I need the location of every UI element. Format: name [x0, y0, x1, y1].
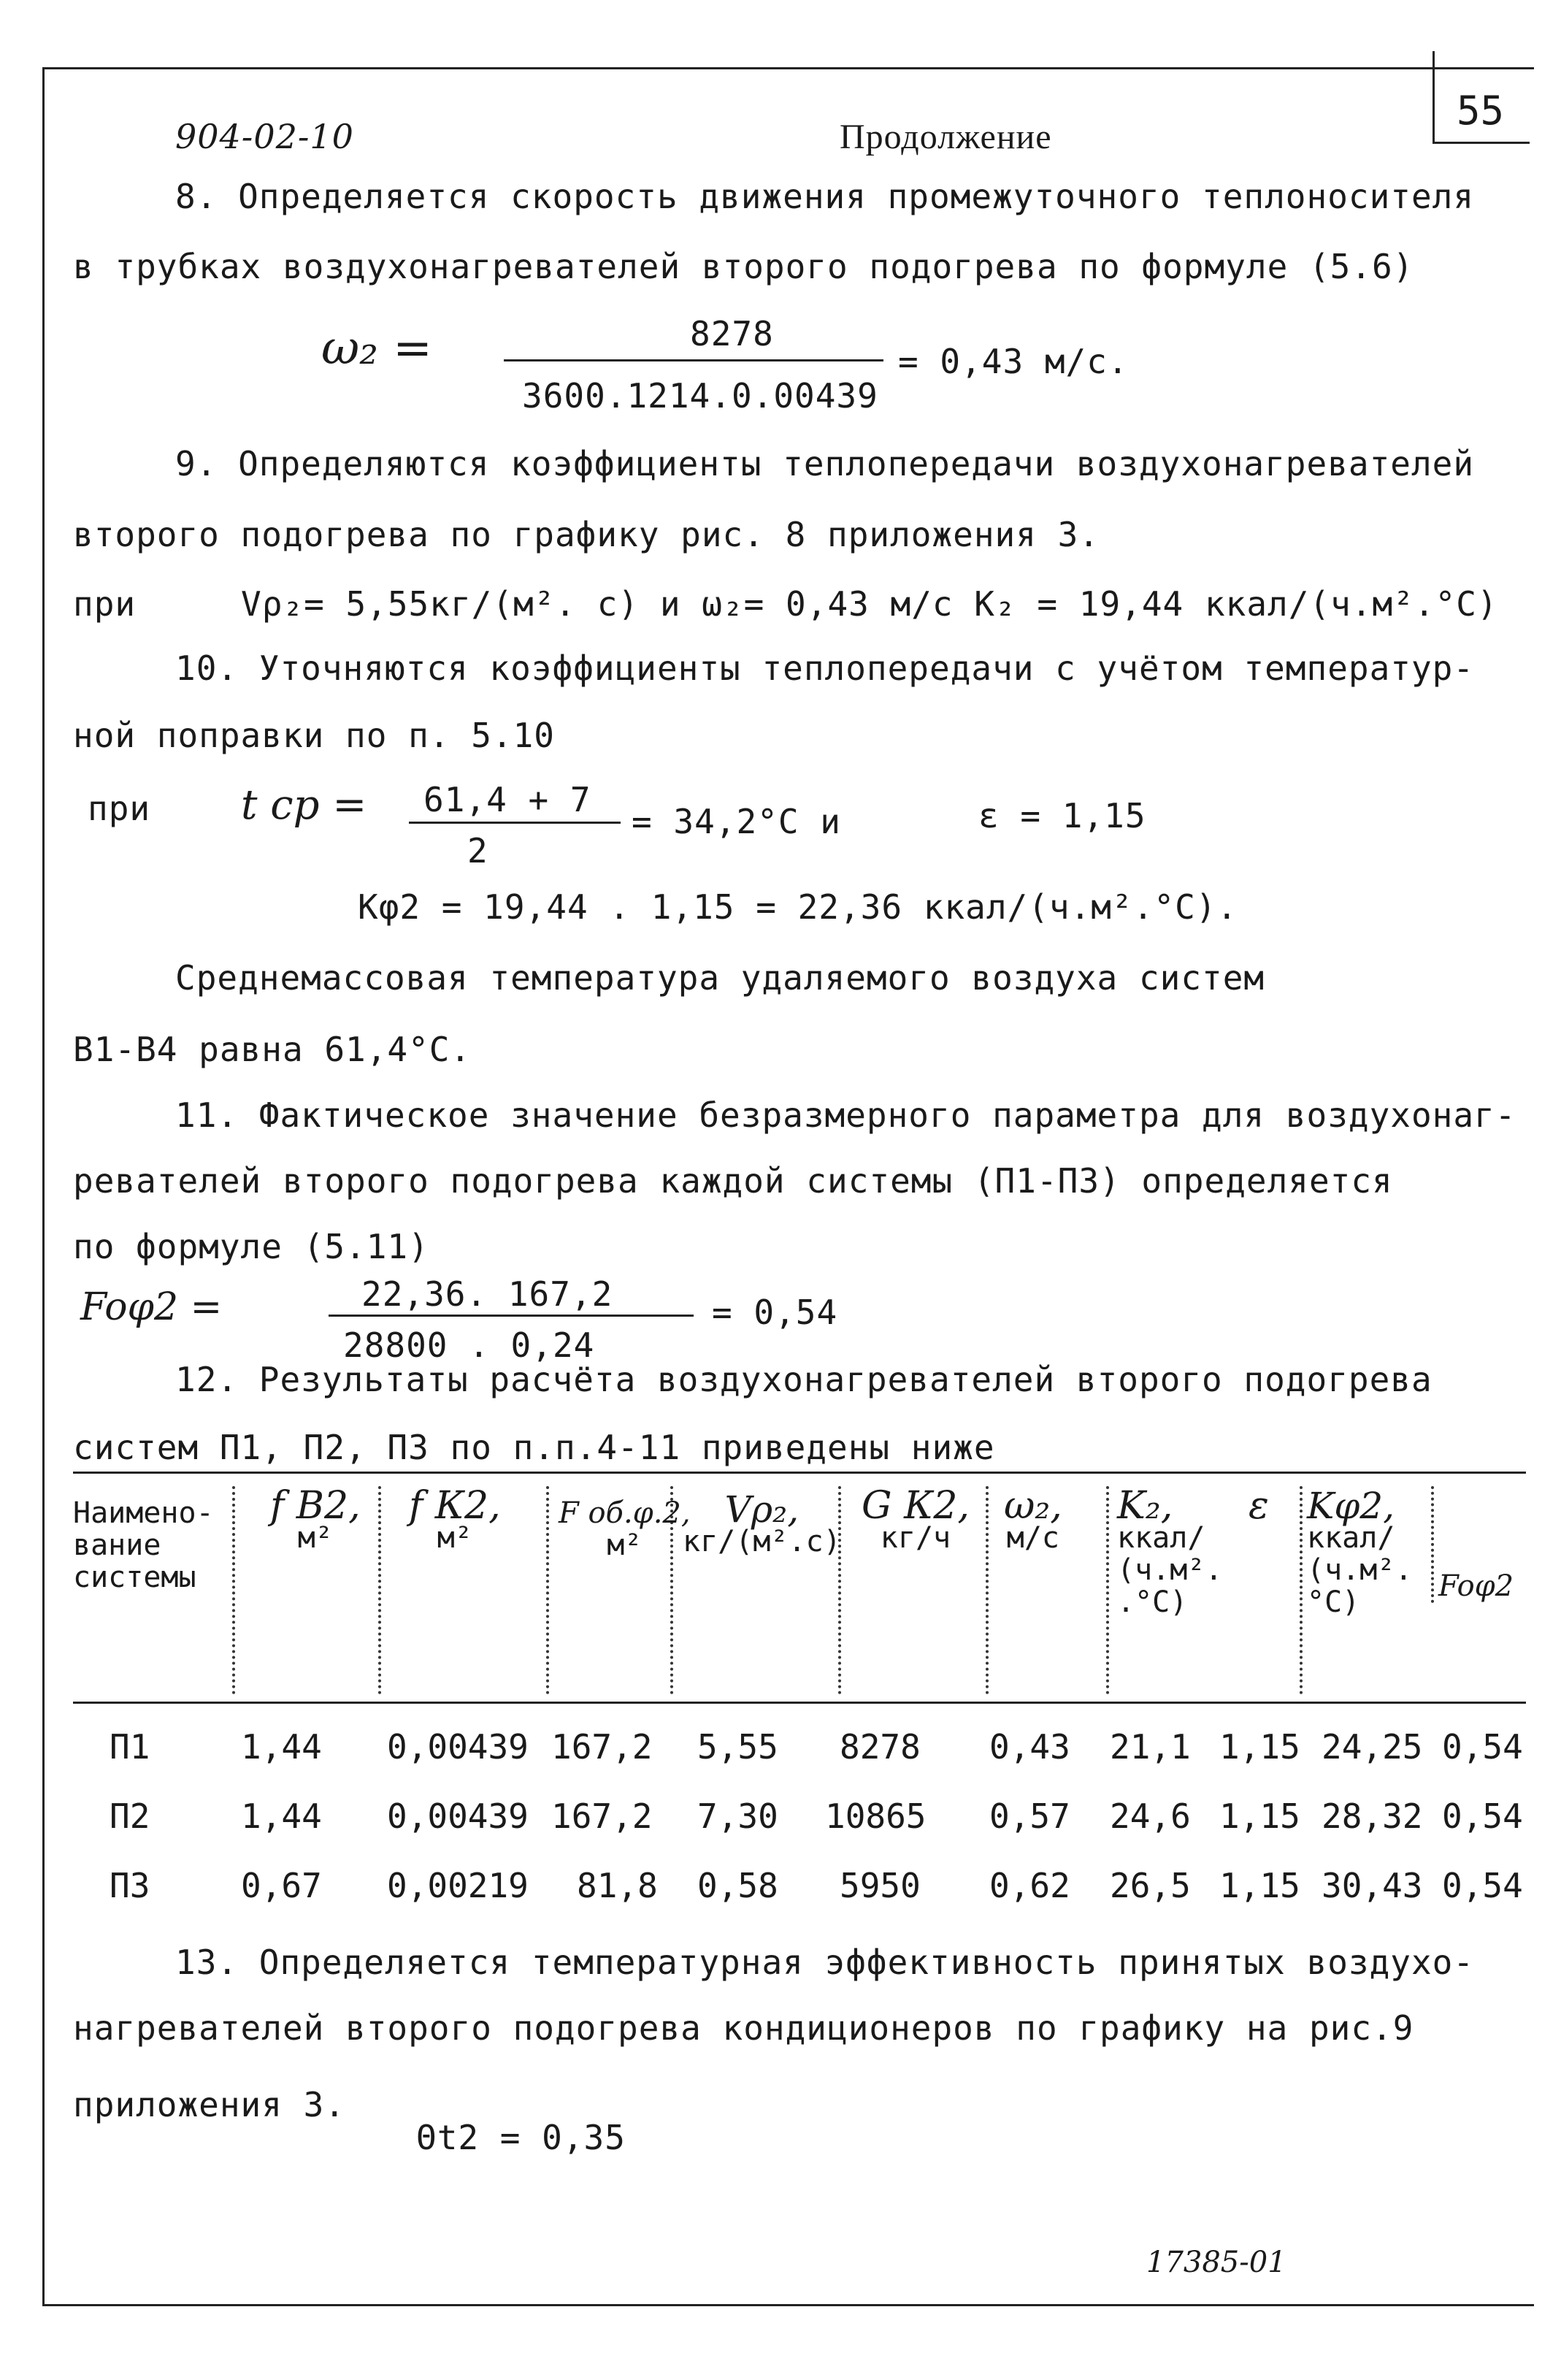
p10-line1: 10. Уточняются коэффициенты теплопередачи с учётом температур- [175, 648, 1475, 688]
col-sep [986, 1486, 989, 1694]
cell-kf2: 24,25 [1322, 1727, 1423, 1767]
cell-vp2: 7,30 [697, 1797, 778, 1836]
cell-vp2: 0,58 [697, 1866, 778, 1905]
cell-fo: 0,54 [1442, 1797, 1523, 1836]
col-sep [1300, 1486, 1303, 1694]
cell-eps: 1,15 [1219, 1727, 1300, 1767]
cell-system: П1 [110, 1727, 150, 1767]
p10-kf: Kφ2 = 19,44 . 1,15 = 22,36 ккал/(ч.м².°С). [358, 887, 1238, 927]
cell-fob: 167,2 [551, 1797, 653, 1836]
th-fo: Foφ2 [1438, 1569, 1514, 1603]
cell-fk2: 0,00219 [387, 1866, 529, 1905]
table-header-rule [73, 1702, 1526, 1704]
avg-line2: В1-В4 равна 61,4°С. [73, 1030, 472, 1069]
p8-result: = 0,43 м/с. [898, 342, 1129, 381]
p9-line2: второго подогрева по графику рис. 8 приложения 3. [73, 515, 1100, 554]
cell-kf2: 30,43 [1322, 1866, 1423, 1905]
p13-line3: приложения 3. [73, 2085, 346, 2124]
cell-fb2: 1,44 [241, 1727, 322, 1767]
footer-stamp: 17385-01 [1146, 2246, 1286, 2279]
cell-fob: 167,2 [551, 1727, 653, 1767]
th-vp2: Vρ₂, кг/(м².с) [683, 1488, 841, 1558]
th-gk2: G К2, кг/ч [862, 1484, 970, 1555]
p8-numerator: 8278 [690, 314, 774, 353]
p11-fraction-line [329, 1315, 694, 1317]
p10-fraction-line [409, 822, 621, 824]
p11-line2: ревателей второго подогрева каждой системы (П1-П3) определяется [73, 1161, 1393, 1201]
cell-k2: 21,1 [1110, 1727, 1191, 1767]
cell-fo: 0,54 [1442, 1727, 1523, 1767]
table-top-rule [73, 1472, 1526, 1474]
cell-k2: 24,6 [1110, 1797, 1191, 1836]
p13-formula: Θt2 = 0,35 [416, 2118, 626, 2157]
p10-denominator: 2 [467, 831, 488, 871]
p12-line1: 12. Результаты расчёта воздухонагревателей второго подогрева [175, 1360, 1432, 1399]
th-eps: ε [1249, 1484, 1269, 1528]
col-sep [1431, 1486, 1434, 1603]
p9-line1: 9. Определяются коэффициенты теплопередачи воздухонагревателей [175, 444, 1475, 483]
th-w2: ω₂, м/с [1004, 1484, 1062, 1555]
cell-gk2: 5950 [840, 1866, 921, 1905]
th-name: Наимено- вание системы [73, 1496, 214, 1594]
p13-line1: 13. Определяется температурная эффективность принятых воздухо- [175, 1943, 1475, 1982]
continuation-label: Продолжение [840, 118, 1052, 156]
th-k2: K₂, ккал/ (ч.м². .°С) [1117, 1484, 1223, 1619]
p10-numerator: 61,4 + 7 [423, 780, 591, 819]
p9-pri: при [73, 584, 137, 624]
cell-fob: 81,8 [577, 1866, 658, 1905]
cell-fk2: 0,00439 [387, 1727, 529, 1767]
p11-denominator: 28800 . 0,24 [343, 1325, 595, 1365]
cell-gk2: 10865 [825, 1797, 927, 1836]
th-fb2: f В2, м² [270, 1484, 361, 1555]
p10-eps: ε = 1,15 [978, 796, 1146, 835]
th-kf2: Kφ2, ккал/ (ч.м². °С) [1307, 1485, 1413, 1619]
cell-fb2: 1,44 [241, 1797, 322, 1836]
th-fob: F об.φ.2, м² [559, 1496, 691, 1562]
p9-line3: Vρ₂= 5,55кг/(м². с) и ω₂= 0,43 м/с K₂ = 19,44 ккал/(ч.м².°С) [241, 584, 1498, 624]
cell-kf2: 28,32 [1322, 1797, 1423, 1836]
page-number: 55 [1457, 88, 1505, 134]
p10-pri: при [88, 789, 151, 828]
p13-line2: нагревателей второго подогрева кондиционеров по графику на рис.9 [73, 2008, 1414, 2048]
p8-lhs: ω₂ = [321, 321, 432, 375]
p11-numerator: 22,36. 167,2 [361, 1274, 613, 1314]
cell-fk2: 0,00439 [387, 1797, 529, 1836]
col-sep [232, 1486, 235, 1694]
p10-line2: ной поправки по п. 5.10 [73, 716, 555, 755]
p10-tcp: t ср = [241, 781, 367, 829]
cell-w2: 0,62 [989, 1866, 1070, 1905]
cell-fo: 0,54 [1442, 1866, 1523, 1905]
p11-line3: по формуле (5.11) [73, 1227, 429, 1266]
cell-fb2: 0,67 [241, 1866, 322, 1905]
p11-result: = 0,54 [712, 1293, 838, 1332]
col-sep [546, 1486, 549, 1694]
cell-vp2: 5,55 [697, 1727, 778, 1767]
col-sep [1106, 1486, 1109, 1694]
th-fk2: f К2, м² [409, 1484, 501, 1555]
p8-denominator: 3600.1214.0.00439 [522, 376, 878, 416]
cell-eps: 1,15 [1219, 1797, 1300, 1836]
p11-lhs: Foφ2 = [80, 1285, 223, 1329]
p11-line1: 11. Фактическое значение безразмерного параметра для воздухонаг- [175, 1095, 1516, 1135]
avg-line1: Среднемассовая температура удаляемого воздуха систем [175, 958, 1265, 998]
cell-w2: 0,57 [989, 1797, 1070, 1836]
p8-fraction-line [504, 359, 883, 361]
cell-eps: 1,15 [1219, 1866, 1300, 1905]
cell-w2: 0,43 [989, 1727, 1070, 1767]
cell-k2: 26,5 [1110, 1866, 1191, 1905]
p8-line1: 8. Определяется скорость движения промежуточного теплоносителя [175, 177, 1475, 216]
doc-code: 904-02-10 [175, 117, 354, 156]
p12-line2: систем П1, П2, П3 по п.п.4-11 приведены ниже [73, 1428, 995, 1467]
p10-result: = 34,2°С и [632, 802, 841, 841]
cell-system: П2 [110, 1797, 150, 1836]
cell-gk2: 8278 [840, 1727, 921, 1767]
col-sep [378, 1486, 381, 1694]
cell-system: П3 [110, 1866, 150, 1905]
p8-line2: в трубках воздухонагревателей второго подогрева по формуле (5.6) [73, 247, 1414, 286]
